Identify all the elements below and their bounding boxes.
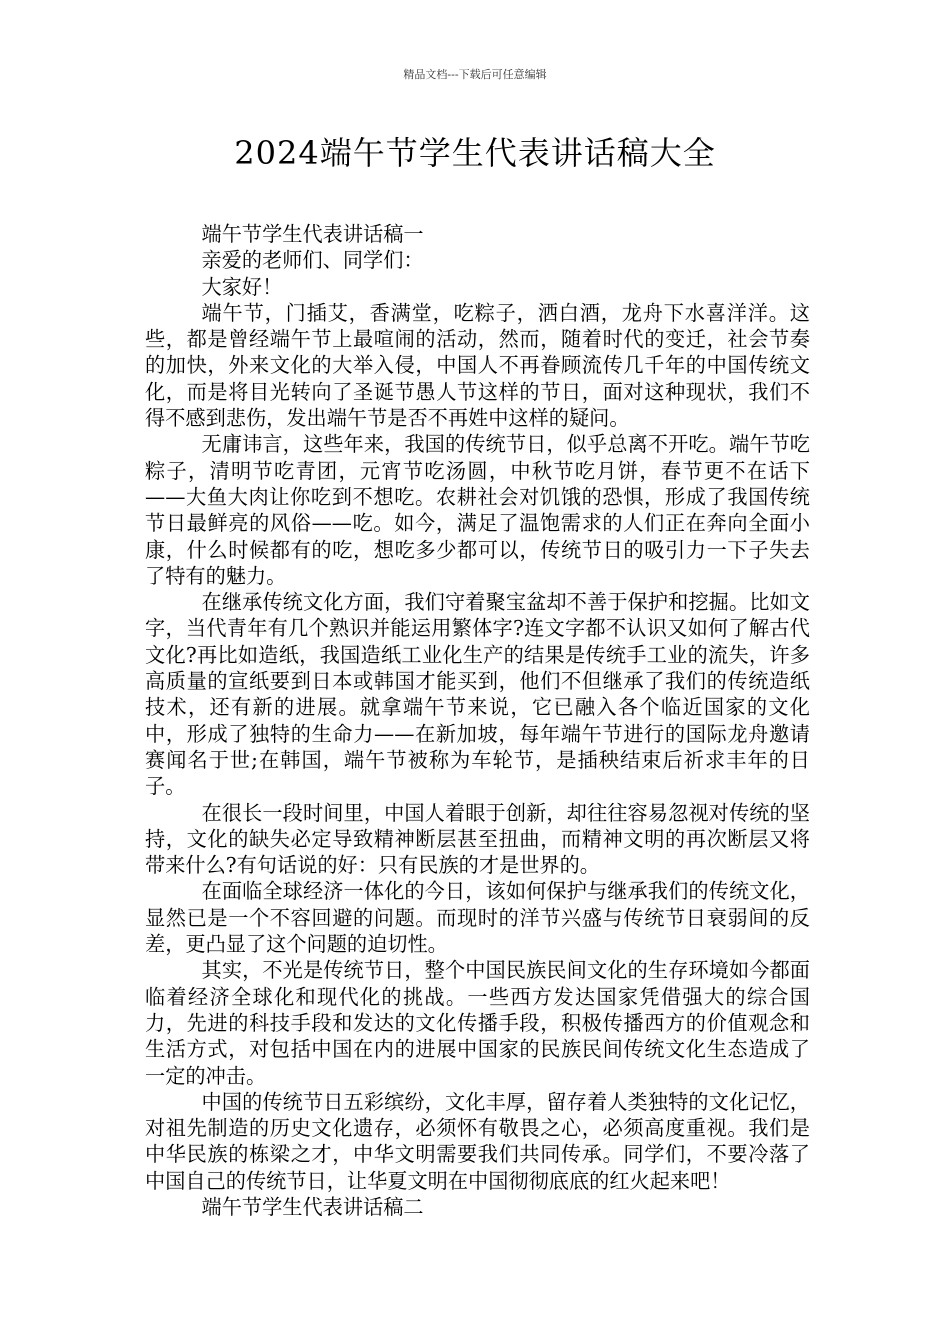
body-paragraph: 在面临全球经济一体化的今日，该如何保护与继承我们的传统文化，显然已是一个不容回避的问题。而现时的洋节兴盛与传统节日衰弱间的反差，更凸显了这个问题的迫切性。 xyxy=(145,879,810,957)
body-paragraph: 中国的传统节日五彩缤纷，文化丰厚，留存着人类独特的文化记忆，对祖先制造的历史文化遗存，必须怀有敬畏之心，必须高度重视。我们是中华民族的栋梁之才，中华文明需要我们共同传承。同学们，不要冷落了中国自己的传统节日，让华夏文明在中国彻彻底底的红火起来吧！ xyxy=(145,1089,810,1193)
document-title: 2024端午节学生代表讲话稿大全 xyxy=(234,134,716,172)
body-paragraph: 其实，不光是传统节日，整个中国民族民间文化的生存环境如今都面临着经济全球化和现代化的挑战。一些西方发达国家凭借强大的综合国力，先进的科技手段和发达的文化传播手段，积极传播西方的价值观念和生活方式，对包括中国在内的进展中国家的民族民间传统文化生态造成了一定的冲击。 xyxy=(145,958,810,1088)
body-paragraph: 无庸讳言，这些年来，我国的传统节日，似乎总离不开吃。端午节吃粽子，清明节吃青团，元宵节吃汤圆，中秋节吃月饼，春节更不在话下——大鱼大肉让你吃到不想吃。农耕社会对饥饿的恐惧，形成了我国传统节日最鲜亮的风俗——吃。如今，满足了温饱需求的人们正在奔向全面小康，什么时候都有的吃，想吃多少都可以，传统节日的吸引力一下子失去了特有的魅力。 xyxy=(145,432,810,588)
body-paragraph: 端午节，门插艾，香满堂，吃粽子，洒白酒，龙舟下水喜洋洋。这些，都是曾经端午节上最喧闹的活动，然而，随着时代的变迁，社会节奏的加快，外来文化的大举入侵，中国人不再眷顾流传几千年的中国传统文化，而是将目光转向了圣诞节愚人节这样的节日，面对这种现状，我们不得不感到悲伤，发出端午节是否不再姓中这样的疑问。 xyxy=(145,300,810,431)
body-paragraph: 在很长一段时间里，中国人着眼于创新，却往往容易忽视对传统的坚持，文化的缺失必定导致精神断层甚至扭曲，而精神文明的再次断层又将带来什么?有句话说的好：只有民族的才是世界的。 xyxy=(145,800,810,878)
document-body xyxy=(145,221,810,1220)
subheading-speech-one: 端午节学生代表讲话稿一 xyxy=(201,222,424,246)
subheading-speech-two: 端午节学生代表讲话稿二 xyxy=(201,1194,424,1219)
salutation: 亲爱的老师们、同学们： xyxy=(201,248,424,273)
header-note: 精品文档---下载后可任意编辑 xyxy=(403,68,547,81)
body-paragraph: 在继承传统文化方面，我们守着聚宝盆却不善于保护和挖掘。比如文字，当代青年有几个熟识并能运用繁体字?连文字都不认识又如何了解古代文化?再比如造纸，我国造纸工业化生产的结果是传统手工业的流失，许多高质量的宣纸要到日本或韩国才能买到，他们不但继承了我们的传统造纸技术，还有新的进展。就拿端午节来说，它已融入各个临近国家的文化中，形成了独特的生命力——在新加坡，每年端午节进行的国际龙舟邀请赛闻名于世;在韩国，端午节被称为车轮节，是插秧结束后祈求丰年的日子。 xyxy=(145,590,810,799)
greeting: 大家好！ xyxy=(201,274,283,299)
